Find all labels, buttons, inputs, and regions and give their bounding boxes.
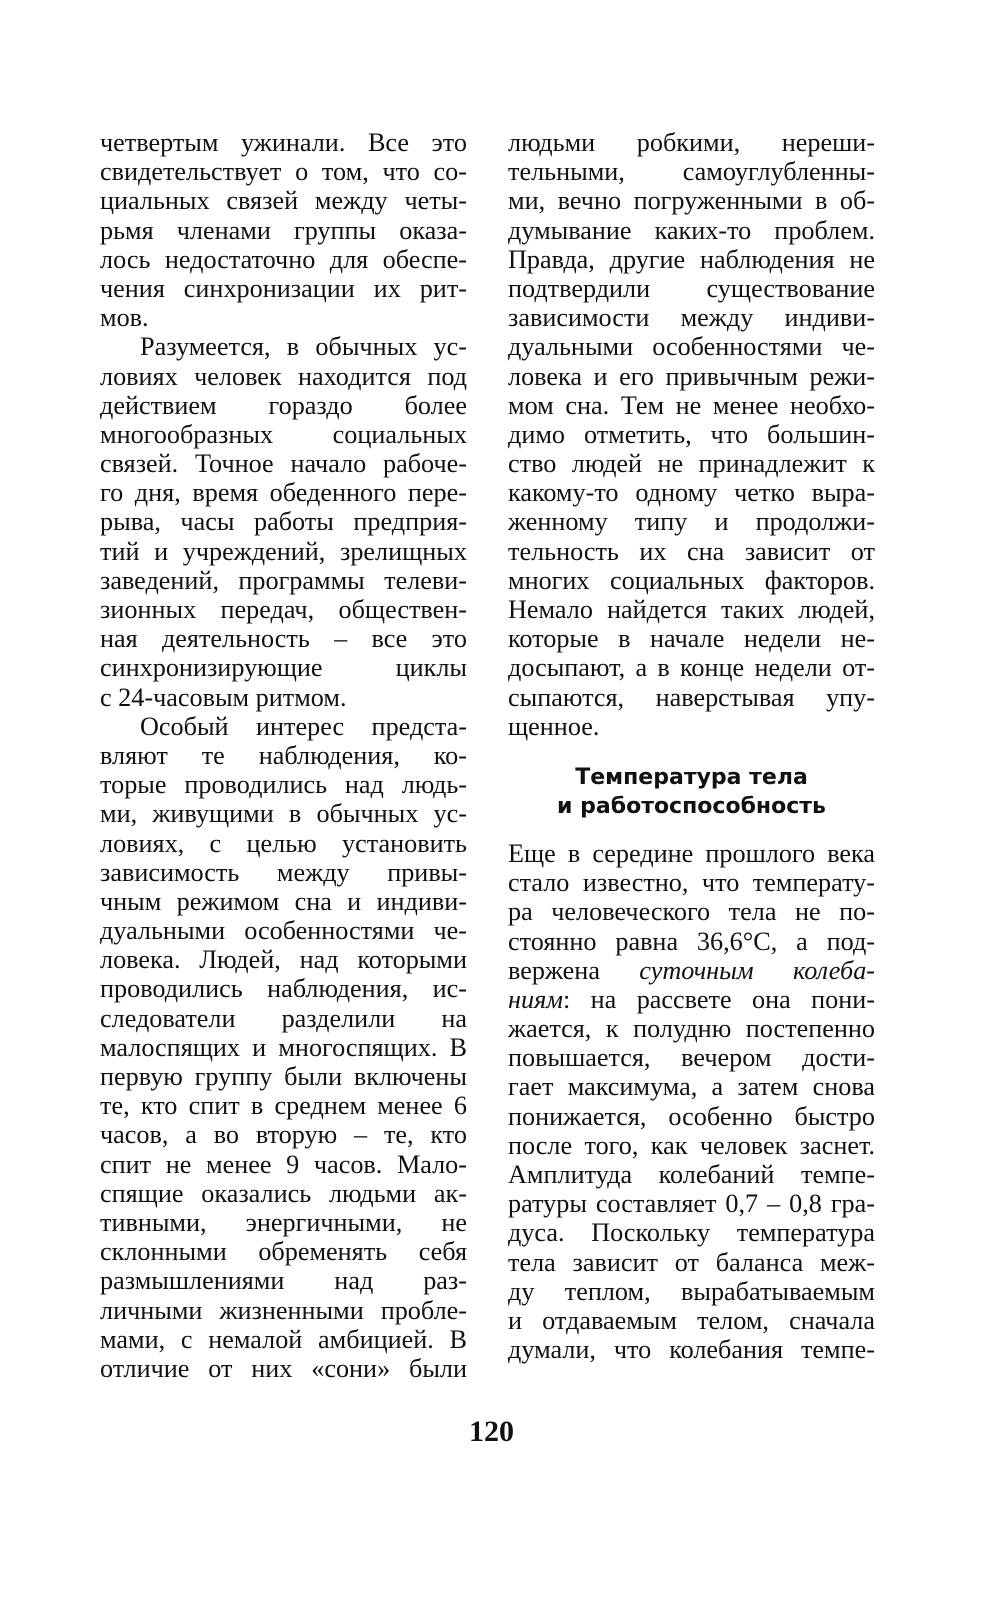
text-line: жается, к полудню постепенно: [508, 1014, 875, 1044]
right-column-text-top: [508, 128, 875, 741]
section-heading: [508, 763, 875, 821]
text-line: тельность их сна зависит от: [508, 536, 875, 566]
right-column: [508, 128, 875, 1364]
text-line: действием гораздо более: [100, 390, 467, 420]
text-line: го дня, время обеденного пере-: [100, 478, 467, 508]
right-column-text-bottom: [508, 839, 875, 1364]
text-line: ду теплом, вырабатываемым: [508, 1276, 875, 1306]
text-line: ловека и его привычным режи-: [508, 361, 875, 391]
text-line: тий и учреждений, зрелищных: [100, 536, 467, 566]
page-number: 120: [469, 1415, 514, 1448]
text-line: ра человеческого тела не по-: [508, 897, 875, 927]
text-line: дуальными особенностями че-: [508, 332, 875, 362]
text-line: зионных передач, обществен-: [100, 595, 467, 624]
text-line: ми, живущими в обычных ус-: [100, 799, 467, 829]
text-line: следователи разделили на: [100, 1003, 467, 1033]
text-fragment: вержена: [508, 955, 640, 985]
text-fragment: : на рассвете она пони-: [562, 984, 875, 1014]
right-column-text-rest: [508, 1014, 875, 1364]
text-line: рьмя членами группы оказа-: [100, 215, 467, 245]
text-line: досыпают, а в конце недели от-: [508, 653, 875, 683]
text-line: зависимости между индиви-: [508, 303, 875, 333]
text-line: [508, 985, 875, 1014]
text-line: заведений, программы телеви-: [100, 565, 467, 595]
text-line: ратуры составляет 0,7 – 0,8 гра-: [508, 1189, 875, 1219]
text-line: с 24-часовым ритмом.: [100, 682, 347, 712]
text-line: склонными обременять себя: [100, 1237, 467, 1267]
text-line: думывание каких-то проблем.: [508, 215, 875, 245]
text-line: размышлениями над раз-: [100, 1266, 467, 1296]
text-line: часов, а во вторую – те, кто: [100, 1120, 467, 1150]
text-line: многообразных социальных: [100, 419, 467, 449]
text-line: Немало найдется таких людей,: [508, 595, 875, 624]
text-line: проводились наблюдения, ис-: [100, 974, 467, 1004]
text-line: стало известно, что температу-: [508, 868, 875, 898]
text-line: спящие оказались людьми ак-: [100, 1178, 467, 1208]
text-line: чным режимом сна и индиви-: [100, 886, 467, 916]
text-line: людьми робкими, нереши-: [508, 128, 875, 157]
left-column: [100, 128, 467, 1383]
text-line: после того, как человек заснет.: [508, 1130, 875, 1160]
text-line: ная деятельность – все это: [100, 624, 467, 654]
text-line: те, кто спит в среднем менее 6: [100, 1091, 467, 1121]
text-line: повышается, вечером дости-: [508, 1043, 875, 1073]
text-line: подтвердили существование: [508, 273, 875, 303]
text-line: свидетельствует о том, что со-: [100, 157, 467, 187]
text-line: ловека. Людей, над которыми: [100, 945, 467, 975]
emphasis-text: суточным колеба-: [639, 955, 876, 985]
text-line: дуальными особенностями че-: [100, 916, 467, 946]
text-line: которые в начале недели не-: [508, 624, 875, 654]
text-line: тела зависит от баланса меж-: [508, 1247, 875, 1277]
text-line: ловиях человек находится под: [100, 361, 467, 391]
text-line: Особый интерес предста-: [140, 711, 467, 741]
text-line: щенное.: [508, 711, 600, 741]
section-heading-line-1: Температура тела: [575, 764, 808, 790]
text-line: Амплитуда колебаний темпе-: [508, 1160, 875, 1189]
text-line: гает максимума, а затем снова: [508, 1072, 875, 1102]
text-line: Правда, другие наблюдения не: [508, 244, 875, 274]
text-line: [508, 956, 875, 985]
text-line: личными жизненными пробле-: [100, 1295, 467, 1325]
text-line: связей. Точное начало рабоче-: [100, 449, 467, 479]
text-line: думали, что колебания темпе-: [508, 1335, 875, 1365]
text-line: малоспящих и многоспящих. В: [100, 1032, 467, 1062]
text-line: понижается, особенно быстро: [508, 1101, 875, 1131]
text-line: тивными, энергичными, не: [100, 1207, 467, 1237]
text-line: стоянно равна 36,6°С, а под-: [508, 926, 875, 956]
text-line: вляют те наблюдения, ко-: [100, 740, 467, 770]
section-heading-line-2: и работоспособность: [557, 793, 826, 819]
text-line: ство людей не принадлежит к: [508, 449, 875, 479]
text-line: циальных связей между четы-: [100, 186, 467, 216]
text-line: тельными, самоуглубленны-: [508, 157, 875, 187]
text-line: торые проводились над людь-: [100, 770, 467, 800]
text-line: отличие от них «сони» были: [100, 1353, 467, 1383]
text-line: сыпаются, наверстывая упу-: [508, 682, 875, 712]
text-line: чения синхронизации их рит-: [100, 273, 467, 303]
text-line: четвертым ужинали. Все это: [100, 128, 467, 157]
text-line: ми, вечно погруженными в об-: [508, 186, 875, 216]
text-line: ловиях, с целью установить: [100, 828, 467, 858]
text-line: какому-то одному четко выра-: [508, 478, 875, 508]
text-line: мом сна. Тем не менее необхо-: [508, 390, 875, 420]
text-line: синхронизирующие циклы: [100, 653, 467, 683]
text-line: спит не менее 9 часов. Мало-: [100, 1149, 467, 1179]
text-line: Разумеется, в обычных ус-: [140, 332, 467, 362]
text-line: рыва, часы работы предприя-: [100, 507, 467, 537]
text-line: первую группу были включены: [100, 1062, 467, 1091]
text-line: мов.: [100, 303, 149, 333]
text-line: лось недостаточно для обеспе-: [100, 244, 467, 274]
text-line: зависимость между привы-: [100, 857, 467, 887]
emphasis-text: ниям: [508, 984, 563, 1014]
text-line: многих социальных факторов.: [508, 565, 875, 595]
text-line: дуса. Поскольку температура: [508, 1218, 875, 1248]
text-line: мами, с немалой амбицией. В: [100, 1324, 467, 1354]
text-line: Еще в середине прошлого века: [508, 838, 875, 868]
text-line: и отдаваемым телом, сначала: [508, 1305, 875, 1335]
text-line: женному типу и продолжи-: [508, 507, 875, 537]
text-line: димо отметить, что большин-: [508, 419, 875, 449]
